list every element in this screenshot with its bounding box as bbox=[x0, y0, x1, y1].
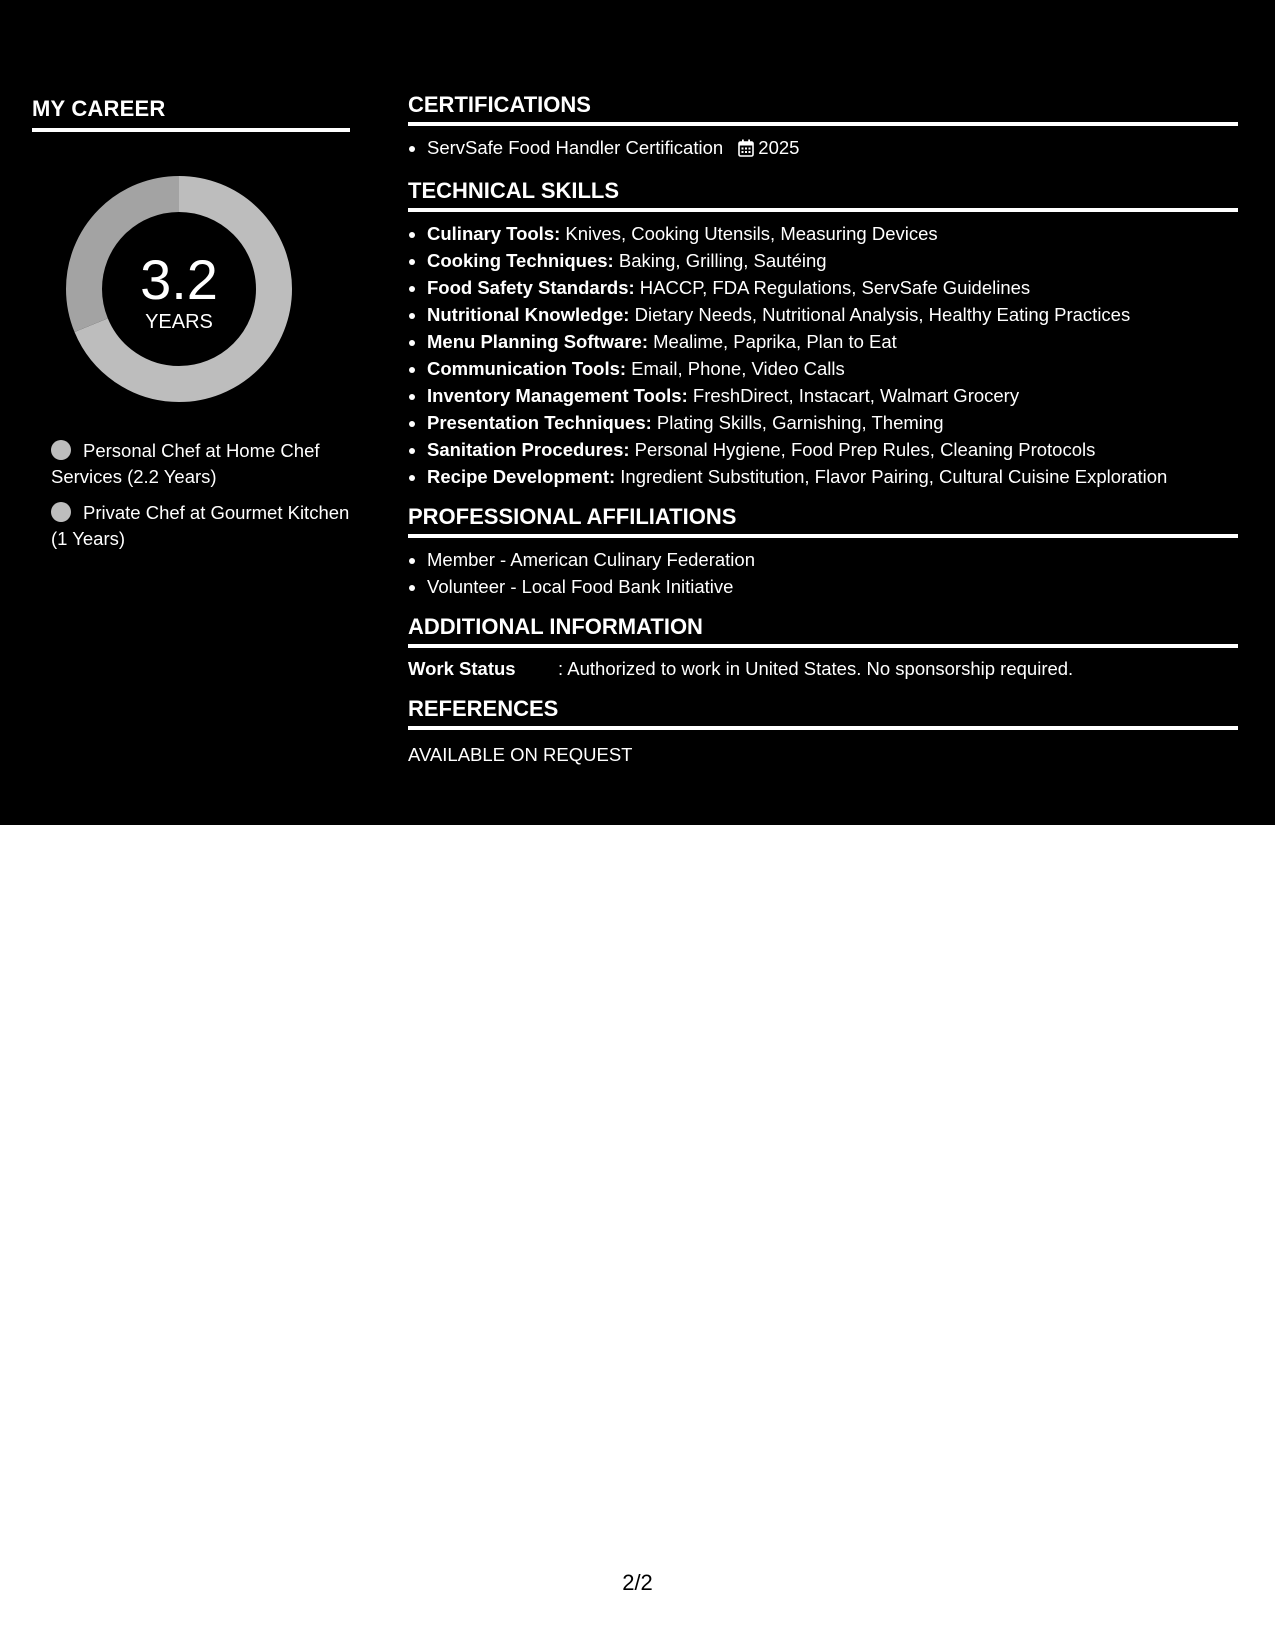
additional-info-section bbox=[408, 616, 1238, 682]
additional-info-title: ADDITIONAL INFORMATION bbox=[408, 616, 1238, 648]
legend-dot-icon bbox=[51, 502, 71, 522]
skill-label: Inventory Management Tools: bbox=[427, 385, 688, 406]
list-item bbox=[427, 220, 1238, 247]
skill-label: Cooking Techniques: bbox=[427, 250, 614, 271]
skills-list bbox=[408, 220, 1238, 490]
skill-value: Ingredient Substitution, Flavor Pairing, Cultural Cuisine Exploration bbox=[615, 466, 1168, 487]
work-status-label: Work Status bbox=[408, 658, 516, 679]
career-role bbox=[51, 500, 350, 552]
skill-value: Personal Hygiene, Food Prep Rules, Cleaning Protocols bbox=[629, 439, 1096, 460]
certifications-list bbox=[408, 134, 1238, 164]
skill-label: Communication Tools: bbox=[427, 358, 627, 379]
technical-skills-title: TECHNICAL SKILLS bbox=[408, 180, 1238, 212]
skill-value: Dietary Needs, Nutritional Analysis, Healthy Eating Practices bbox=[629, 304, 1131, 325]
affiliations-title: PROFESSIONAL AFFILIATIONS bbox=[408, 506, 1238, 538]
certification-name: ServSafe Food Handler Certification bbox=[427, 137, 724, 158]
career-role bbox=[51, 438, 350, 490]
total-years-value: 3.2 bbox=[140, 248, 218, 311]
certifications-title: CERTIFICATIONS bbox=[408, 94, 1238, 126]
skill-label: Sanitation Procedures: bbox=[427, 439, 630, 460]
calendar-icon bbox=[738, 137, 754, 164]
references-section bbox=[408, 698, 1238, 768]
list-item bbox=[427, 436, 1238, 463]
work-status-value: : Authorized to work in United States. No sponsorship required. bbox=[558, 658, 1074, 679]
skill-value: Mealime, Paprika, Plan to Eat bbox=[647, 331, 897, 352]
role-text: Private Chef at Gourmet Kitchen (1 Years) bbox=[51, 502, 350, 549]
list-item bbox=[427, 382, 1238, 409]
legend-dot-icon bbox=[51, 440, 71, 460]
page-number: 2/2 bbox=[622, 1570, 653, 1595]
skill-value: Baking, Grilling, Sautéing bbox=[613, 250, 827, 271]
skill-label: Recipe Development: bbox=[427, 466, 616, 487]
list-item bbox=[427, 328, 1238, 355]
list-item bbox=[427, 134, 1238, 164]
list-item: • Member - American Culinary Federation bbox=[427, 546, 1238, 573]
career-sidebar bbox=[32, 98, 350, 562]
certification-year: 2025 bbox=[758, 137, 800, 158]
career-donut bbox=[66, 176, 292, 402]
skill-label: Food Safety Standards: bbox=[427, 277, 635, 298]
skill-value: HACCP, FDA Regulations, ServSafe Guidelines bbox=[634, 277, 1031, 298]
technical-skills-section bbox=[408, 180, 1238, 490]
role-text: Personal Chef at Home Chef Services (2.2 Years) bbox=[51, 440, 320, 487]
skill-value: FreshDirect, Instacart, Walmart Grocery bbox=[687, 385, 1020, 406]
years-label: YEARS bbox=[145, 311, 213, 333]
list-item bbox=[427, 274, 1238, 301]
certifications-section bbox=[408, 94, 1238, 164]
skill-label: Nutritional Knowledge: bbox=[427, 304, 630, 325]
affiliations-list bbox=[408, 546, 1238, 600]
list-item bbox=[427, 247, 1238, 274]
list-item: • Volunteer - Local Food Bank Initiative bbox=[427, 573, 1238, 600]
list-item bbox=[427, 301, 1238, 328]
list-item bbox=[427, 463, 1238, 490]
list-item bbox=[427, 409, 1238, 436]
donut-center bbox=[66, 176, 292, 402]
skill-label: Menu Planning Software: bbox=[427, 331, 648, 352]
references-title: REFERENCES bbox=[408, 698, 1238, 730]
skill-label: Presentation Techniques: bbox=[427, 412, 652, 433]
skill-value: Email, Phone, Video Calls bbox=[626, 358, 845, 379]
affiliations-section bbox=[408, 506, 1238, 600]
career-roles bbox=[32, 438, 350, 552]
main-content bbox=[408, 94, 1238, 784]
work-status-row bbox=[408, 656, 1238, 682]
list-item bbox=[427, 355, 1238, 382]
references-text: AVAILABLE ON REQUEST bbox=[408, 744, 633, 765]
skill-value: Plating Skills, Garnishing, Theming bbox=[651, 412, 944, 433]
skill-value: Knives, Cooking Utensils, Measuring Devices bbox=[560, 223, 938, 244]
skill-label: Culinary Tools: bbox=[427, 223, 561, 244]
career-heading: MY CAREER bbox=[32, 98, 350, 132]
